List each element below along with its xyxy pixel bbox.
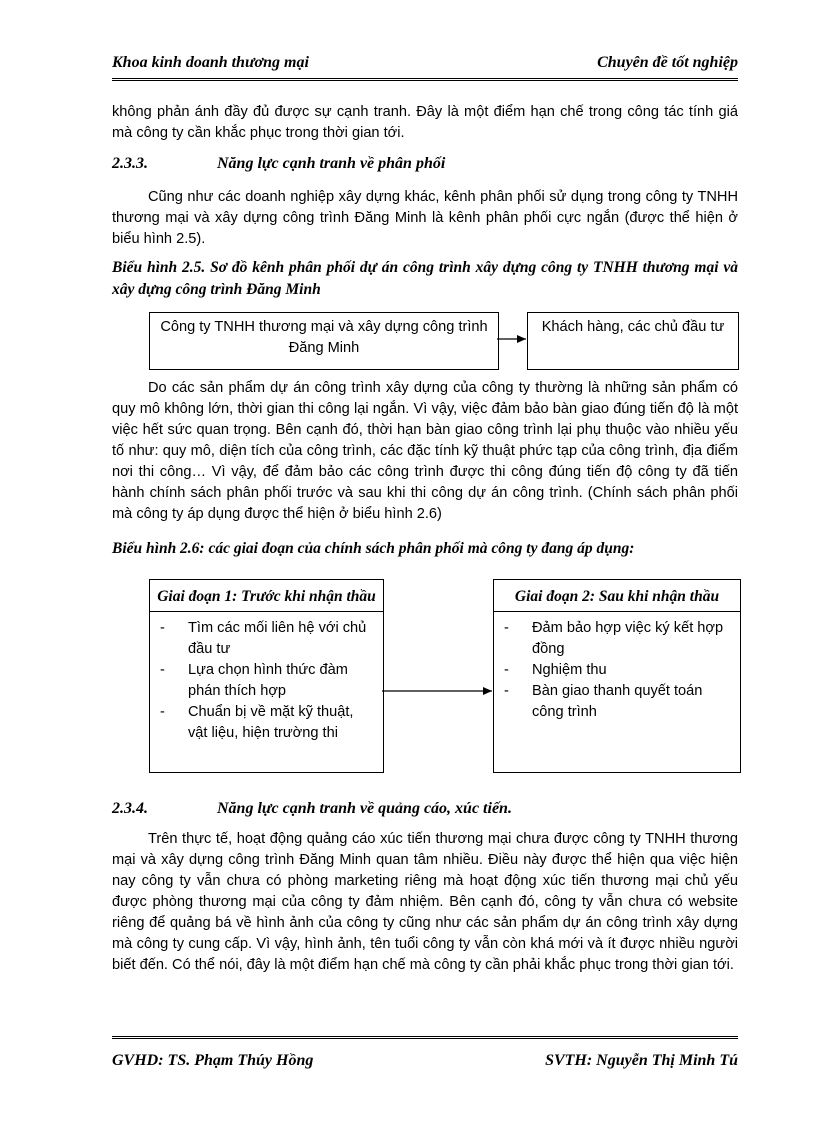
delivery-paragraph: Do các sản phẩm dự án công trình xây dựng của công ty thường là những sản phẩm có quy mô không lớn, thời gian thi công lại ngắn. Vì vậy, việc đảm bảo bàn giao đúng tiến độ là một việc hết sức quan trọng. Bên cạnh đó, thời hạn bàn giao công trình lại phụ thuộc vào nhiều yếu tố như: quy mô, diện tích của công trình, các đặc tính kỹ thuật phức tạp của công trình, địa điểm nơi thi công… Vì vậy, để đảm bảo các công trình được thi công đúng tiến độ công ty đã tiến hành chính sách phân phối trước và sau khi thi công dự án công trình. (Chính sách phân phối mà công ty áp dụng được thể hiện ở biểu hình 2.6) — [112, 380, 738, 522]
section-title: Năng lực cạnh tranh về quảng cáo, xúc tiến. — [217, 800, 512, 817]
stage-1-title: Giai đoạn 1: Trước khi nhận thầu — [150, 580, 383, 612]
header-document-type: Chuyên đề tốt nghiệp — [597, 54, 738, 71]
stage-2-box — [493, 579, 741, 773]
footer-divider — [112, 1036, 738, 1039]
list-item: - Tìm các mối liên hệ với chủ đầu tư — [158, 618, 375, 660]
list-item: - Bàn giao thanh quyết toán công trình — [502, 681, 732, 723]
section-2-3-4-paragraph: Trên thực tế, hoạt động quảng cáo xúc tiến thương mại chưa được công ty TNHH thương mại và xây dựng công trình Đăng Minh quan tâm nhiều. Điều này được thể hiện qua việc hiện nay công ty vẫn chưa có phòng marketing riêng mà hoạt động xúc tiến thương mại chủ yếu được phòng thương mại của công ty đảm nhiệm. Bên cạnh đó, công ty vẫn chưa có website riêng để quảng bá về hình ảnh của công ty cũng như các sản phẩm dự án công trình xây dựng mà công ty cung cấp. Vì vậy, hình ảnh, tên tuổi công ty vẫn còn khá mới và ít được nhiều người biết đến. Có thể nói, đây là một điểm hạn chế mà công ty cần phải khắc phục trong thời gian tới. — [112, 831, 738, 973]
page-footer — [112, 1052, 738, 1074]
company-box — [149, 312, 499, 370]
section-title: Năng lực cạnh tranh về phân phối — [217, 155, 446, 172]
intro-paragraph: không phản ánh đầy đủ được sự cạnh tranh. Đây là một điểm hạn chế trong công tác tính giá mà công ty cần khắc phục trong thời gian tới. — [112, 104, 738, 141]
figure-2-6-caption: Biểu hình 2.6: các giai đoạn của chính sách phân phối mà công ty đang áp dụng: — [112, 540, 635, 557]
list-item: - Đảm bảo hợp việc ký kết hợp đồng — [502, 618, 732, 660]
stage-2-title: Giai đoạn 2: Sau khi nhận thầu — [494, 580, 740, 612]
stage-2-list — [494, 612, 740, 723]
section-number: 2.3.3. — [112, 155, 148, 172]
figure-2-5-caption: Biểu hình 2.5. Sơ đồ kênh phân phối dự án công trình xây dựng công ty TNHH thương mại và xây dựng công trình Đăng Minh — [112, 259, 738, 298]
list-item: - Nghiệm thu — [502, 660, 732, 681]
list-item: - Lựa chọn hình thức đàm phán thích hợp — [158, 660, 375, 702]
footer-supervisor: GVHD: TS. Phạm Thúy Hồng — [112, 1052, 314, 1069]
customer-box — [527, 312, 739, 370]
section-number: 2.3.4. — [112, 800, 148, 817]
footer-student: SVTH: Nguyễn Thị Minh Tú — [545, 1052, 738, 1069]
section-heading-2-3-3 — [112, 155, 738, 179]
list-item: - Chuẩn bị về mặt kỹ thuật, vật liệu, hiện trường thi — [158, 702, 375, 744]
stage-1-box — [149, 579, 384, 773]
header-faculty: Khoa kinh doanh thương mại — [112, 54, 309, 71]
header-divider — [112, 78, 738, 81]
section-heading-2-3-4 — [112, 800, 738, 824]
company-box-label: Công ty TNHH thương mại và xây dựng công trình Đăng Minh — [160, 319, 488, 356]
page-header — [112, 54, 738, 76]
section-2-3-3-paragraph: Cũng như các doanh nghiệp xây dựng khác, kênh phân phối sử dụng trong công ty TNHH thương mại và xây dựng công trình Đăng Minh là kênh phân phối cực ngắn (được thể hiện ở biểu hình 2.5). — [112, 189, 738, 247]
customer-box-label: Khách hàng, các chủ đầu tư — [541, 319, 725, 335]
stage-1-list — [150, 612, 383, 744]
